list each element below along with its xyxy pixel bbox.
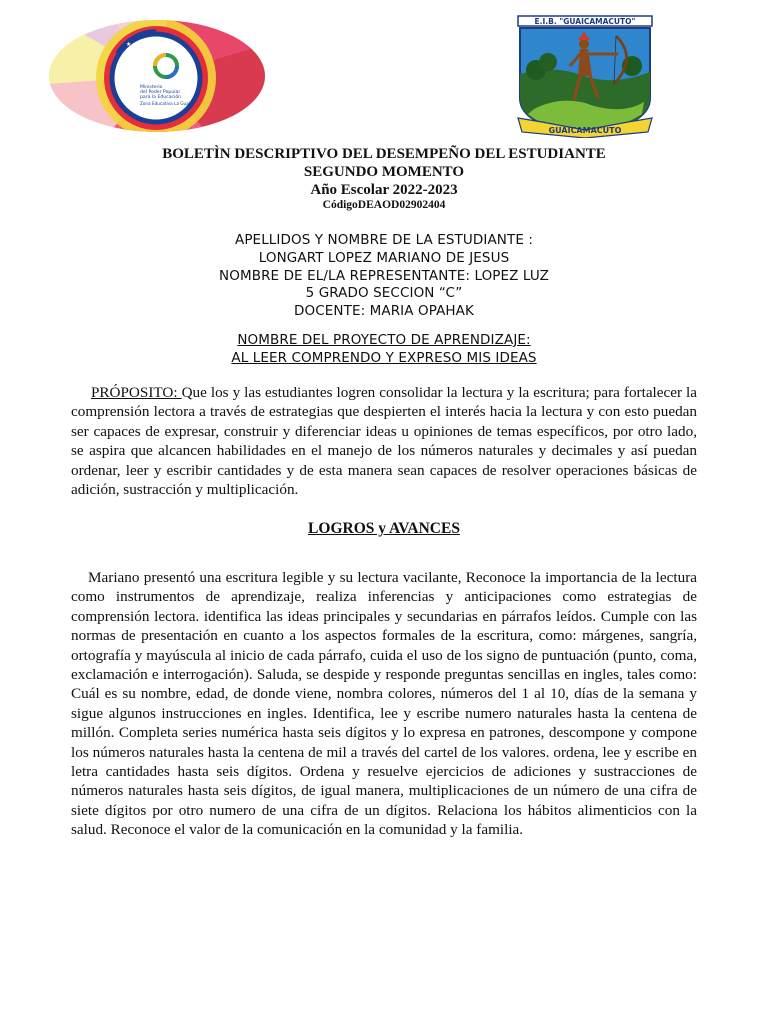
grade-section-line: 5 GRADO SECCION “C”: [305, 285, 463, 301]
project-name: AL LEER COMPRENDO Y EXPRESO MIS IDEAS: [231, 350, 537, 366]
teacher-line: DOCENTE: MARIA OPAHAK: [294, 303, 474, 319]
ministry-logo: [48, 14, 266, 134]
crest-ribbon-text: GUAICAMACUTO: [548, 126, 622, 135]
svg-text:★ ★ ★ ★ ★: ★ ★ ★ ★ ★: [126, 41, 161, 48]
student-names-label: APELLIDOS Y NOMBRE DE LA ESTUDIANTE :: [234, 232, 533, 248]
logo-text-4: Zona Educativa La Guaira: [140, 101, 195, 106]
purpose-paragraph: [71, 383, 697, 499]
achievements-text: Mariano presentó una escritura legible y su lectura vacilante, Reconoce la importancia de la lectura como instrumentos de aprendizaje, realiza inferencias y anticipaciones como estrategias de comprensión lectora. identifica las ideas principales y secundarias en párrafos leídos. Cumple con las normas de presentación en cuanto a los aspectos formales de la escritura, como: márgenes, sangría, ortografía y mayúscula al inicio de cada párrafo, cuida el uso de los signo de puntuación (punto, coma, exclamación e interrogación). Saluda, se despide y responde preguntas sencillas en ingles, tales como: Cuál es su nombre, edad, de donde viene, nombra colores, números del 1 al 10, días de la semana y sigue algunos instrucciones en ingles. Identifica, lee y escribe numero naturales hasta la centena de millón. Completa series numérica hasta seis dígitos y lo expresa en patrones, descompone y compone los números naturales hasta la centena de mil a través del cartel de los valores. ordena, lee y escribe en letra cantidades hasta seis dígitos. Ordena y resuelve ejercicios de adiciones y sustracciones de números naturales hasta seis dígitos, de igual manera, multiplicaciones de un número de una cifra de siete dígitos por otro numero de una cifra de un dígitos. Relaciona los hábitos alimenticios con la salud. Reconoce el valor de la comunicación en la comunidad y la familia.: [71, 569, 697, 839]
moment-label: SEGUNDO MOMENTO: [303, 164, 465, 180]
document-title: BOLETÌN DESCRIPTIVO DEL DESEMPEÑO DEL ESTUDIANTE: [162, 146, 606, 162]
achievements-paragraph: [71, 568, 697, 840]
purpose-text: Que los y las estudiantes logren consolidar la lectura y la escritura; para fortalecer la comprensión lectora a través de estrategias que despierten el interés hacia la lectura y con esto puedan ser capaces de expresar, construir y diferenciar ideas u opiniones de temas específicos, por otro lado, se aspira que alcancen habilidades en el manejo de los números naturales y decimales y así puedan ordenar, leer y escribir cantidades y de esta manera sean capaces de resolver operaciones básicas de adición, sustracción y multiplicación.: [71, 384, 697, 499]
logo-text-3: para la Educación: [140, 95, 182, 100]
project-label: NOMBRE DEL PROYECTO DE APRENDIZAJE:: [237, 332, 531, 348]
logo-text-2: del Poder Popular: [140, 90, 181, 95]
representative-line: NOMBRE DE EL/LA REPRESENTANTE: LOPEZ LUZ: [219, 268, 549, 284]
student-names-value: LONGART LOPEZ MARIANO DE JESUS: [258, 250, 510, 266]
logo-text-1: Ministerio: [140, 85, 163, 90]
crest-top-text: E.I.B. "GUAICAMACUTO": [534, 17, 636, 26]
achievements-title: LOGROS y AVANCES: [308, 520, 460, 537]
school-crest-logo: [514, 14, 656, 138]
purpose-label: PRÓPOSITO:: [90, 384, 182, 401]
school-year: Año Escolar 2022-2023: [310, 182, 458, 198]
school-code: CódigoDEAOD02902404: [322, 199, 446, 211]
